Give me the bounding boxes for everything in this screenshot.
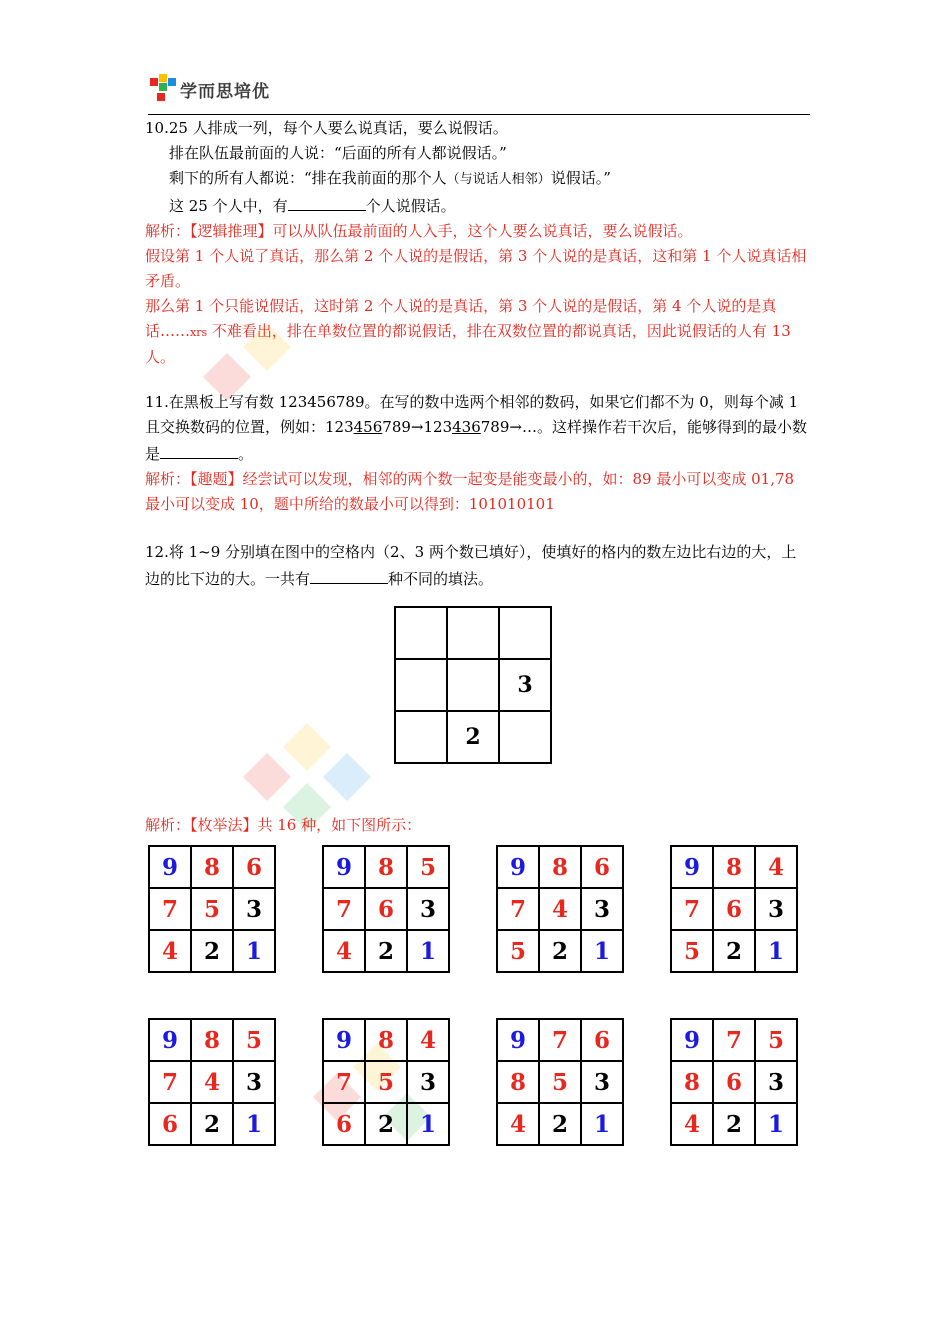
solution-cell: 8: [713, 846, 755, 888]
brand-name: 学而思培优: [180, 81, 270, 102]
solution-cell: 9: [149, 1019, 191, 1061]
answer-blank: [288, 192, 366, 211]
solution-cell: 1: [581, 930, 623, 972]
solution-cell: 3: [755, 1061, 797, 1103]
grid-cell: [395, 607, 447, 659]
solution-cell: 4: [149, 930, 191, 972]
solution-cell: 6: [713, 1061, 755, 1103]
solution-cell: 9: [323, 1019, 365, 1061]
solution-cell: 1: [407, 1103, 449, 1145]
solution-cell: 4: [191, 1061, 233, 1103]
solution-cell: 7: [149, 1061, 191, 1103]
solution-cell: 4: [539, 888, 581, 930]
solution-cell: 2: [191, 1103, 233, 1145]
grid-cell: [447, 607, 499, 659]
solution-cell: 9: [497, 846, 539, 888]
q10-line-1: 10.25 人排成一列，每个人要么说真话，要么说假话。: [145, 119, 508, 137]
solution-cell: 5: [539, 1061, 581, 1103]
grid-cell: [395, 711, 447, 763]
solution-cell: 7: [149, 888, 191, 930]
solution-cell: 8: [671, 1061, 713, 1103]
solution-grid: [496, 1018, 624, 1146]
q10-analysis-1: 解析：【逻辑推理】可以从队伍最前面的人入手，这个人要么说真话，要么说假话。: [145, 222, 693, 240]
solution-cell: 5: [407, 846, 449, 888]
solution-cell: 2: [539, 930, 581, 972]
q12-analysis: 解析：【枚举法】共 16 种，如下图所示：: [145, 816, 422, 834]
solution-cell: 3: [755, 888, 797, 930]
q12-prompt: 12.将 1~9 分别填在图中的空格内（2、3 两个数已填好），使填好的格内的数左边比右边的大，上边的比下边的大。一共有 种不同的填法。: [145, 543, 797, 588]
solution-cell: 5: [497, 930, 539, 972]
puzzle-grid: [394, 606, 552, 764]
solution-cell: 9: [323, 846, 365, 888]
answer-blank: [160, 440, 238, 459]
solution-grid: [148, 1018, 276, 1146]
question-10: [145, 116, 810, 370]
solution-cell: 8: [497, 1061, 539, 1103]
solution-cell: 3: [407, 888, 449, 930]
solution-cell: 2: [713, 930, 755, 972]
solution-grid: [670, 845, 798, 973]
solution-cell: 4: [407, 1019, 449, 1061]
q10-analysis-2: 假设第 1 个人说了真话，那么第 2 个人说的是假话，第 3 个人说的是真话，这和第 1 个人说真话相矛盾。: [145, 247, 807, 290]
solution-grid: [322, 1018, 450, 1146]
q11-prompt: 11.在黑板上写有数 123456789。在写的数中选两个相邻的数码，如果它们都不为 0，则每个减 1 且交换数码的位置，例如：123456789→123436789→…。这样操作若干次后，能够得到的最小数是 。: [145, 393, 807, 463]
solution-cell: 1: [233, 1103, 275, 1145]
solution-cell: 9: [671, 846, 713, 888]
solution-cell: 9: [149, 846, 191, 888]
logo-icon: [150, 74, 176, 104]
solution-cell: 2: [191, 930, 233, 972]
q10-line-4: 这 25 个人中，有 个人说假话。: [145, 192, 810, 219]
solution-cell: 9: [497, 1019, 539, 1061]
solution-cell: 7: [539, 1019, 581, 1061]
solution-cell: 6: [323, 1103, 365, 1145]
solution-cell: 5: [365, 1061, 407, 1103]
solution-cell: 1: [581, 1103, 623, 1145]
solution-cell: 4: [755, 846, 797, 888]
solution-cell: 1: [755, 930, 797, 972]
solution-grid: [322, 845, 450, 973]
solution-cell: 7: [323, 1061, 365, 1103]
solution-cell: 9: [671, 1019, 713, 1061]
solution-cell: 1: [755, 1103, 797, 1145]
solution-cell: 5: [191, 888, 233, 930]
solution-cell: 7: [713, 1019, 755, 1061]
question-11: [145, 390, 810, 517]
solution-cell: 3: [407, 1061, 449, 1103]
q10-line-3: 剩下的所有人都说：“排在我前面的那个人（与说话人相邻）说假话。”: [169, 169, 611, 187]
solution-cell: 6: [581, 846, 623, 888]
grid-cell: [447, 659, 499, 711]
q11-analysis: 解析：【趣题】经尝试可以发现，相邻的两个数一起变是能变最小的，如：89 最小可以变成 01,78 最小可以变成 10，题中所给的数最小可以得到：101010101: [145, 470, 795, 513]
solution-cell: 6: [149, 1103, 191, 1145]
solution-cell: 8: [365, 846, 407, 888]
solution-cell: 6: [713, 888, 755, 930]
solution-cell: 3: [581, 1061, 623, 1103]
solution-cell: 4: [671, 1103, 713, 1145]
grid-cell: [499, 711, 551, 763]
question-12: [145, 540, 810, 592]
brand-logo: [150, 74, 270, 104]
solution-cell: 2: [365, 930, 407, 972]
solution-cell: 8: [539, 846, 581, 888]
page-header: [148, 66, 810, 115]
grid-cell: [499, 607, 551, 659]
solution-cell: 2: [365, 1103, 407, 1145]
solution-cell: 7: [671, 888, 713, 930]
solution-cell: 5: [755, 1019, 797, 1061]
solution-cell: 7: [497, 888, 539, 930]
solution-cell: 1: [407, 930, 449, 972]
solution-cell: 6: [365, 888, 407, 930]
solution-grid: [496, 845, 624, 973]
solution-cell: 8: [365, 1019, 407, 1061]
answer-blank: [310, 565, 388, 584]
solution-cell: 3: [233, 888, 275, 930]
solution-grid: [148, 845, 276, 973]
solution-cell: 8: [191, 846, 233, 888]
solution-cell: 1: [233, 930, 275, 972]
solution-cell: 5: [671, 930, 713, 972]
solution-cell: 6: [233, 846, 275, 888]
q10-analysis-3: 那么第 1 个只能说假话，这时第 2 个人说的是真话，第 3 个人说的是假话，第 4 个人说的是真话……xrs 不难看出，排在单数位置的都说假话，排在双数位置的都说真话，因此说假话的人有 13 人。: [145, 297, 791, 366]
grid-cell: [395, 659, 447, 711]
solution-cell: 3: [233, 1061, 275, 1103]
solution-cell: 8: [191, 1019, 233, 1061]
solution-cell: 3: [581, 888, 623, 930]
solution-cell: 2: [713, 1103, 755, 1145]
solution-cell: 4: [323, 930, 365, 972]
solution-cell: 7: [323, 888, 365, 930]
solution-cell: 5: [233, 1019, 275, 1061]
solution-cell: 2: [539, 1103, 581, 1145]
grid-cell: 3: [499, 659, 551, 711]
solution-cell: 6: [581, 1019, 623, 1061]
q10-line-2: 排在队伍最前面的人说：“后面的所有人都说假话。”: [169, 144, 507, 162]
solution-grid: [670, 1018, 798, 1146]
solution-cell: 4: [497, 1103, 539, 1145]
grid-cell: 2: [447, 711, 499, 763]
